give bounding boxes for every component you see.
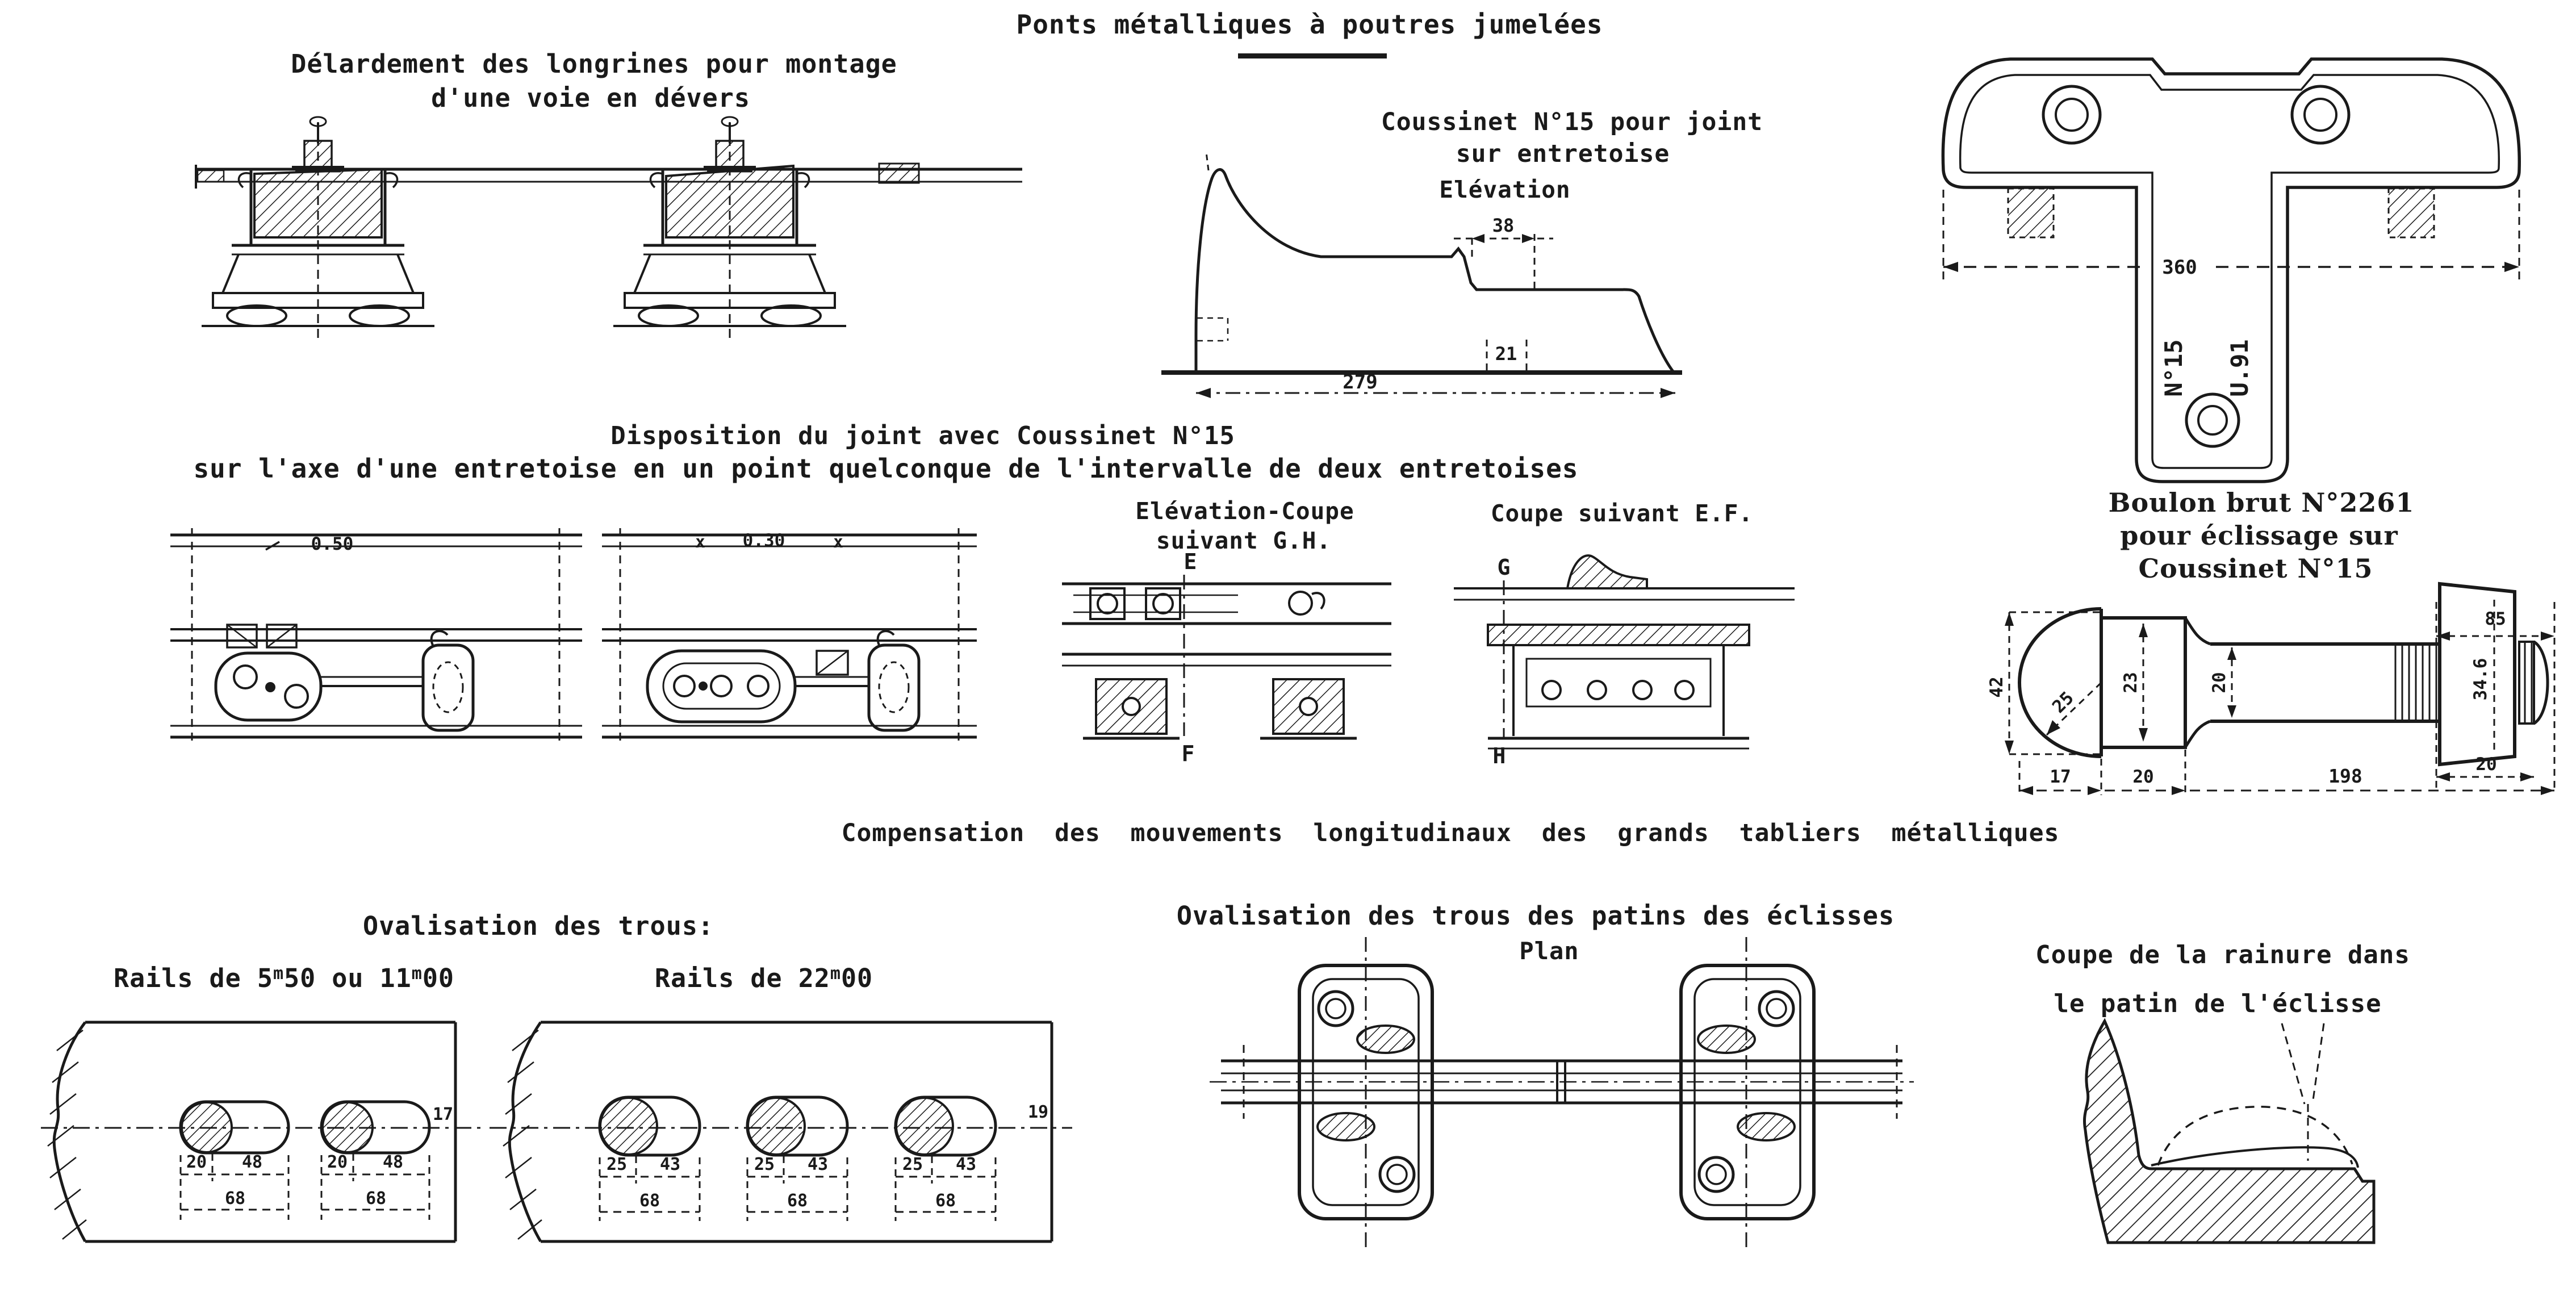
- eclisse-section: [2084, 1021, 2374, 1243]
- marker-f: F: [1181, 741, 1195, 766]
- slots-small-drawing: [40, 1008, 483, 1258]
- rainure-title-line1: Coupe de la rainure dans: [2035, 940, 2410, 969]
- dim-slot1-total: 68: [224, 1189, 246, 1209]
- dim-slot1-l: 48: [241, 1152, 263, 1172]
- dim-lslot3-d: 25: [902, 1155, 923, 1174]
- rails-large-p2: 00: [840, 963, 873, 993]
- elevation-gh-title-line1: Elévation-Coupe: [1135, 497, 1354, 525]
- ref-mark-left: x: [695, 532, 705, 551]
- coussinet-view-label: Elévation: [1439, 176, 1571, 203]
- dim-slot2-total: 68: [365, 1189, 387, 1209]
- rails-small-p3: 00: [422, 963, 454, 993]
- delardement-title-line1: Délardement des longrines pour montage: [291, 49, 897, 79]
- rails-large-label: [655, 963, 873, 993]
- disposition-plan2-drawing: [591, 520, 988, 770]
- dim-lslot1-total: 68: [639, 1191, 660, 1211]
- dim-bolt-collar-dia: 23: [2121, 672, 2141, 693]
- dim-coussinet-base: 21: [1495, 343, 1517, 365]
- dim-bolt-nut-span: 85: [2485, 609, 2506, 629]
- dim-lslot2-l: 43: [807, 1155, 829, 1174]
- dim-lslot2-d: 25: [754, 1155, 775, 1174]
- eclisses-plan-drawing: [1210, 926, 1914, 1261]
- dim-slot2-l: 48: [382, 1152, 404, 1172]
- dim-lslot3-total: 68: [935, 1191, 956, 1211]
- delardement-title-line2: d'une voie en dévers: [431, 83, 750, 113]
- sheet-title: Ponts métalliques à poutres jumelées: [1016, 9, 1603, 40]
- delardement-drawing: [182, 114, 1034, 352]
- patin-hidden-outline: [2158, 1107, 2352, 1165]
- rails-large-p1: Rails de 22: [654, 963, 830, 993]
- dim-bolt-collar-len: 20: [2132, 767, 2154, 787]
- ref-mark-right: x: [833, 532, 843, 551]
- rails-small-label: [114, 963, 454, 993]
- dim-plan-total: 360: [2162, 256, 2197, 279]
- boulon-title-line3: Coussinet N°15: [2138, 553, 2373, 584]
- dim-lslot3-l: 43: [955, 1155, 977, 1174]
- boulon-title-line2: pour éclissage sur: [2120, 520, 2398, 551]
- dim-bolt-nut-flats: 34.6: [2470, 658, 2491, 701]
- dim-plan2: 0.30: [742, 530, 785, 551]
- rails-small-sup1: m: [273, 964, 284, 984]
- dim-lslot1-d: 25: [606, 1155, 628, 1174]
- dim-slot1-d: 20: [186, 1152, 207, 1172]
- rails-small-p1: Rails de 5: [114, 963, 273, 993]
- dim-slot2-d: 20: [327, 1152, 348, 1172]
- boulon-title-line1: Boulon brut N°2261: [2108, 487, 2415, 518]
- dim-plate-large-thickness: 19: [1027, 1102, 1049, 1122]
- dim-plate-small-thickness: 17: [432, 1105, 454, 1124]
- stamp-n15: N°15: [2160, 339, 2188, 397]
- rail-support-left: [202, 117, 434, 340]
- dim-bolt-shaft-len: 198: [2328, 765, 2362, 787]
- rainure-title-line2: le patin de l'éclisse: [2054, 989, 2382, 1018]
- rail-support-right: [613, 117, 846, 340]
- disposition-title-line1: Disposition du joint avec Coussinet N°15: [610, 421, 1235, 450]
- slots-large-drawing: [488, 1008, 1073, 1258]
- dim-bolt-head-radius: 25: [2048, 688, 2078, 717]
- marker-e: E: [1184, 549, 1197, 574]
- patins-view-label: Plan: [1519, 937, 1579, 965]
- ovalisation-title: Ovalisation des trous:: [362, 911, 714, 941]
- dim-lslot2-total: 68: [787, 1191, 808, 1211]
- marker-g: G: [1497, 555, 1511, 580]
- dim-bolt-head-height: 42: [1987, 676, 2007, 698]
- dim-bolt-shaft-dia: 20: [2209, 672, 2230, 693]
- disposition-title-line2: sur l'axe d'une entretoise en un point quelconque de l'intervalle de deux entretoises: [193, 453, 1579, 484]
- bolt-head: [2019, 609, 2101, 756]
- disposition-plan1-drawing: [159, 520, 591, 770]
- dim-bolt-nut-len: 20: [2475, 754, 2497, 775]
- coussinet-plan-drawing: [1925, 45, 2533, 494]
- marker-h: H: [1492, 743, 1506, 768]
- coussinet-title-line2: sur entretoise: [1456, 140, 1670, 168]
- stamp-u91: U.91: [2226, 339, 2253, 397]
- boulon-drawing: [1987, 574, 2558, 801]
- compensation-title: Compensation des mouvements longitudinaux des grands tabliers métalliques: [841, 819, 2060, 847]
- rainure-drawing: [2067, 1008, 2419, 1258]
- coussinet-title-line1: Coussinet N°15 pour joint: [1381, 108, 1763, 136]
- coupe-ef-drawing: [1445, 537, 1803, 770]
- rails-small-p2: 50 ou 11: [284, 963, 412, 993]
- coupe-ef-title: Coupe suivant E.F.: [1490, 500, 1754, 527]
- dim-plan1: 0.50: [311, 534, 354, 554]
- dim-coussinet-total: 279: [1343, 371, 1378, 394]
- patins-title: Ovalisation des trous des patins des éclisses: [1176, 901, 1895, 931]
- elevation-gh-title-line2: suivant G.H.: [1156, 527, 1332, 554]
- eclisse-pad-right: [1681, 965, 1814, 1219]
- elevation-gh-drawing: [1053, 542, 1400, 770]
- rails-large-sup1: m: [830, 964, 841, 984]
- rails-small-sup2: m: [411, 964, 423, 984]
- title-underline: [1238, 53, 1387, 58]
- coussinet-elevation-drawing: [1153, 148, 1692, 403]
- dim-coussinet-step: 38: [1492, 215, 1515, 236]
- dim-lslot1-l: 43: [659, 1155, 681, 1174]
- dim-bolt-head-len: 17: [2050, 767, 2071, 787]
